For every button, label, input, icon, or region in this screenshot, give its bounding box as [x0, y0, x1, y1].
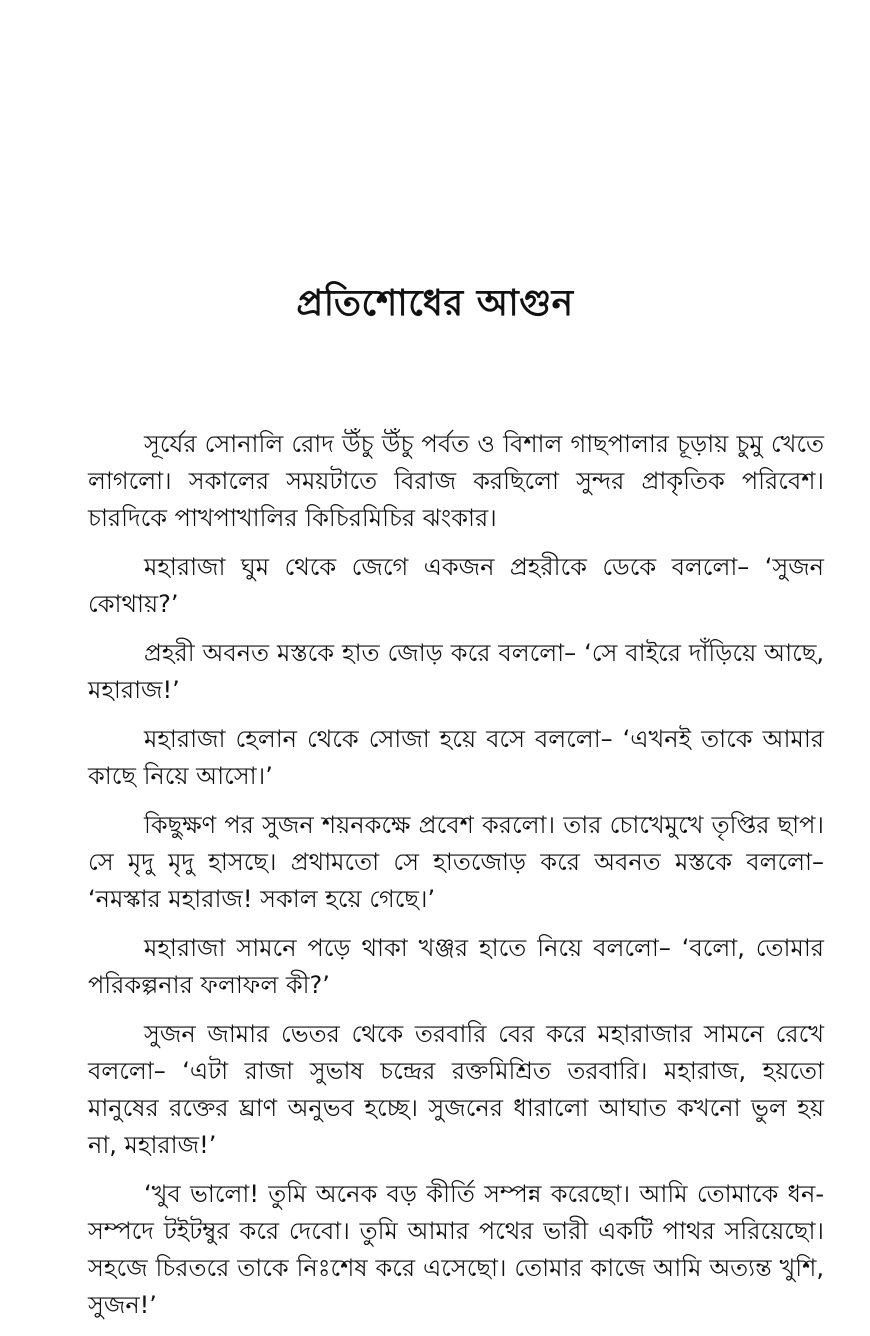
paragraph-8: ‘খুব ভালো! তুমি অনেক বড় কীর্তি সম্পন্ন করেছো। আমি তোমাকে ধন-সম্পদে টইটম্বুর করে দেবো। তুমি আমার পথের ভারী একটি পাথর সরিয়েছো। সহজে চিরতরে তাকে নিঃশেষ করে এসেছো। তোমার কাজে আমি অত্যন্ত খুশি, সুজন!’	[88, 1180, 824, 1319]
paragraph-1: সূর্যের সোনালি রোদ উঁচু উঁচু পর্বত ও বিশাল গাছপালার চূড়ায় চুমু খেতে লাগলো। সকালের সময়টাতে বিরাজ করছিলো সুন্দর প্রাকৃতিক পরিবেশ। চারদিকে পাখপাখালির কিচিরমিচির ঝংকার।	[88, 430, 824, 532]
chapter-body	[88, 426, 824, 1336]
paragraph-3: প্রহরী অবনত মস্তকে হাত জোড় করে বললো– ‘সে বাইরে দাঁড়িয়ে আছে, মহারাজ!’	[88, 639, 824, 704]
paragraph-6: মহারাজা সামনে পড়ে থাকা খঞ্জর হাতে নিয়ে বললো– ‘বলো, তোমার পরিকল্পনার ফলাফল কী?’	[88, 934, 824, 999]
paragraph-2: মহারাজা ঘুম থেকে জেগে একজন প্রহরীকে ডেকে বললো– ‘সুজন কোথায়?’	[88, 553, 824, 618]
paragraph-5: কিছুক্ষণ পর সুজন শয়নকক্ষে প্রবেশ করলো। তার চোখেমুখে তৃপ্তির ছাপ। সে মৃদু মৃদু হাসছে। প্রথামতো সে হাতজোড় করে অবনত মস্তকে বললো– ‘নমস্কার মহারাজ! সকাল হয়ে গেছে।’	[88, 811, 824, 913]
paragraph-4: মহারাজা হেলান থেকে সোজা হয়ে বসে বললো– ‘এখনই তাকে আমার কাছে নিয়ে আসো।’	[88, 725, 824, 790]
paragraph-7: সুজন জামার ভেতর থেকে তরবারি বের করে মহারাজার সামনে রেখে বললো– ‘এটা রাজা সুভাষ চন্দ্রের রক্তমিশ্রিত তরবারি। মহারাজ, হয়তো মানুষের রক্তের ঘ্রাণ অনুভব হচ্ছে। সুজনের ধারালো আঘাত কখনো ভুল হয় না, মহারাজ!’	[88, 1020, 824, 1159]
chapter-title: প্রতিশোধের আগুন	[296, 283, 574, 325]
